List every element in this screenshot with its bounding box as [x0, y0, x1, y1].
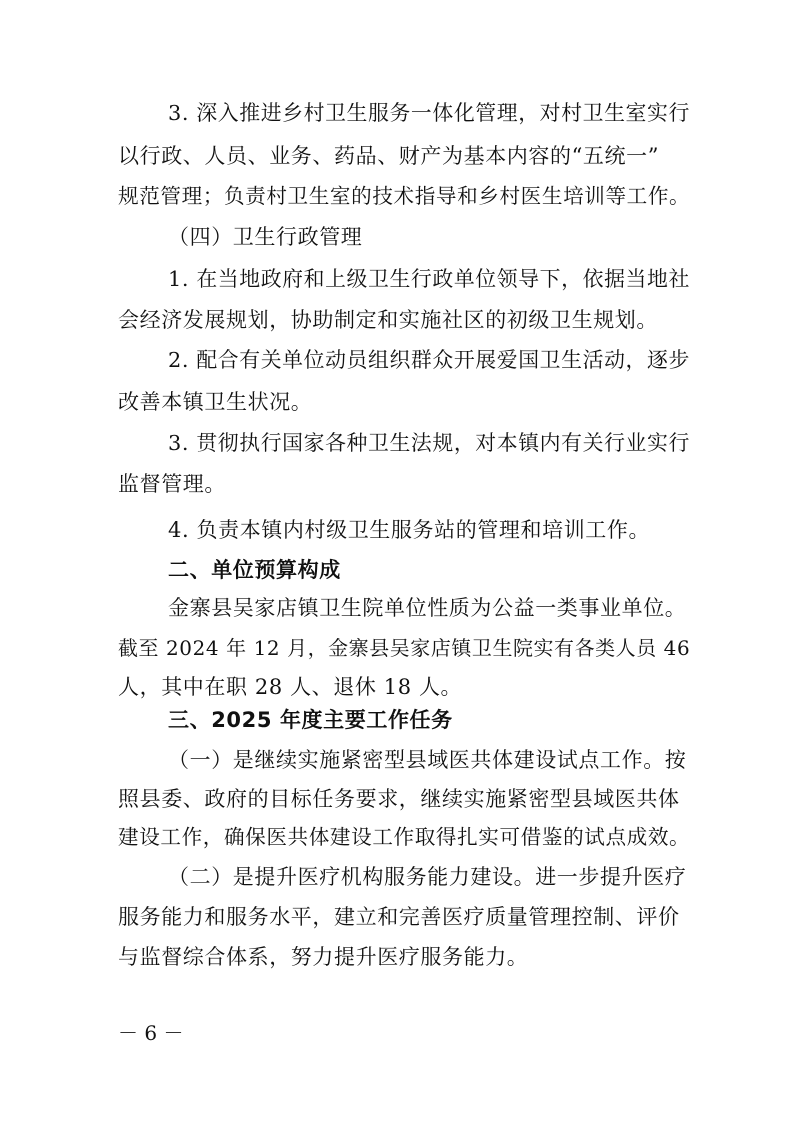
paragraph-line: 2. 配合有关单位动员组织群众开展爱国卫生活动，逐步: [168, 348, 690, 372]
paragraph-line: 以行政、人员、业务、药品、财产为基本内容的“五统一”: [118, 144, 660, 168]
paragraph-line: 4. 负责本镇内村级卫生服务站的管理和培训工作。: [168, 518, 651, 542]
paragraph-line: （一）是继续实施紧密型县域医共体建设试点工作。按: [168, 748, 687, 772]
section-subheading: （四）卫生行政管理: [168, 225, 363, 249]
paragraph-line: 监督管理。: [118, 472, 226, 496]
paragraph-line: 金寨县吴家店镇卫生院单位性质为公益一类事业单位。: [168, 596, 687, 620]
paragraph-line: 3. 深入推进乡村卫生服务一体化管理，对村卫生室实行: [168, 101, 690, 125]
paragraph-line: 照县委、政府的目标任务要求，继续实施紧密型县域医共体: [118, 787, 680, 811]
paragraph-line: 人，其中在职 28 人、退休 18 人。: [118, 675, 463, 699]
section-heading: 三、2025 年度主要工作任务: [168, 708, 453, 732]
paragraph-line: 改善本镇卫生状况。: [118, 390, 313, 414]
page-number: － 6 －: [118, 1021, 184, 1045]
paragraph-line: 与监督综合体系，努力提升医疗服务能力。: [118, 945, 529, 969]
paragraph-line: 建设工作，确保医共体建设工作取得扎实可借鉴的试点成效。: [118, 825, 691, 849]
paragraph-line: 1. 在当地政府和上级卫生行政单位领导下，依据当地社: [168, 267, 690, 291]
paragraph-line: 规范管理；负责村卫生室的技术指导和乡村医生培训等工作。: [118, 184, 691, 208]
section-heading: 二、单位预算构成: [168, 558, 341, 582]
paragraph-line: 截至 2024 年 12 月，金寨县吴家店镇卫生院实有各类人员 46: [118, 636, 691, 660]
paragraph-line: 服务能力和服务水平，建立和完善医疗质量管理控制、评价: [118, 905, 680, 929]
paragraph-line: （二）是提升医疗机构服务能力建设。进一步提升医疗: [168, 865, 687, 889]
paragraph-line: 3. 贯彻执行国家各种卫生法规，对本镇内有关行业实行: [168, 431, 690, 455]
paragraph-line: 会经济发展规划，协助制定和实施社区的初级卫生规划。: [118, 308, 658, 332]
